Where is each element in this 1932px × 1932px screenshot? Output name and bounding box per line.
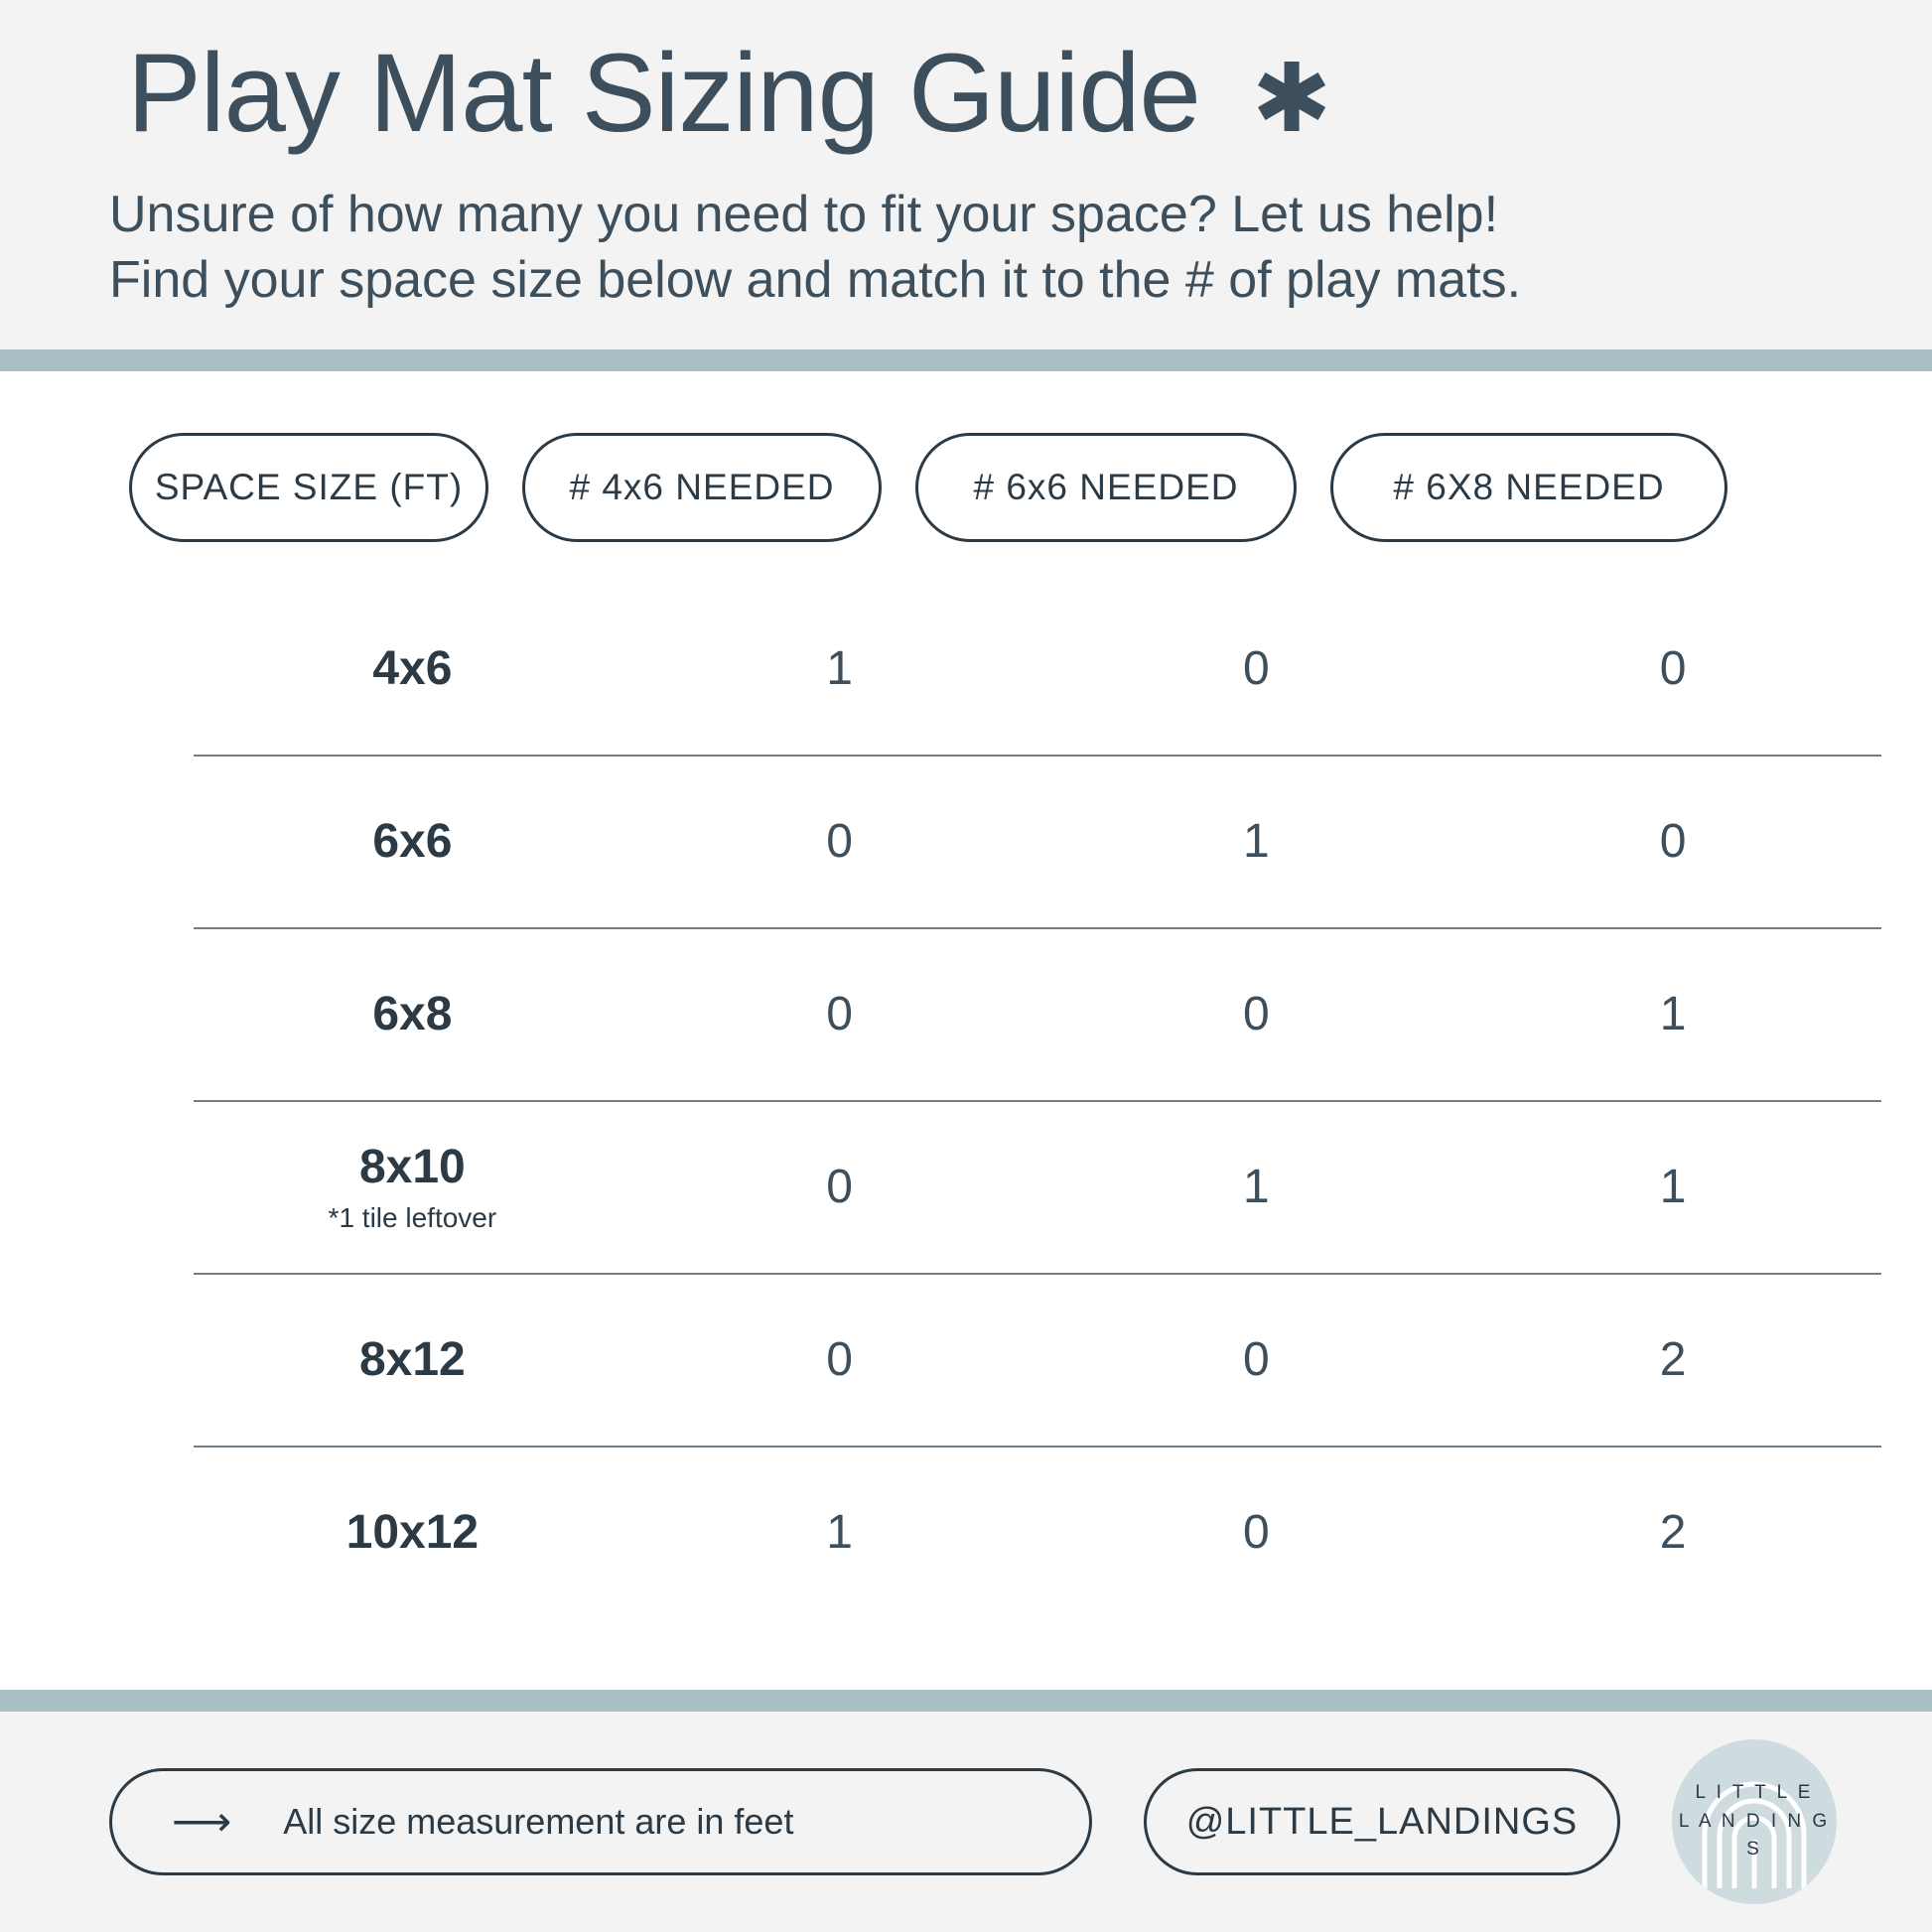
cell-4x6: 1	[826, 1506, 853, 1560]
column-header-space-size: SPACE SIZE (FT)	[129, 433, 488, 542]
column-header-6x6: # 6x6 NEEDED	[915, 433, 1297, 542]
divider-bar-bottom	[0, 1690, 1932, 1712]
cell-6x6: 0	[1047, 584, 1464, 756]
cell-6x6: 0	[1243, 1506, 1270, 1560]
table-section	[0, 371, 1932, 1690]
logo-line-2: L A N D I N G S	[1678, 1810, 1831, 1861]
cell-6x6: 1	[1047, 756, 1464, 928]
cell-space-size	[194, 1274, 631, 1447]
page-title: Play Mat Sizing Guide	[127, 31, 1200, 155]
cell-space-size	[194, 1447, 631, 1618]
column-header-6x8: # 6X8 NEEDED	[1330, 433, 1727, 542]
cell-4x6: 1	[631, 584, 1048, 756]
cell-4x6: 0	[631, 1274, 1048, 1447]
cell-space-size	[194, 928, 631, 1101]
subtitle	[0, 182, 1932, 314]
table-row	[194, 1274, 1881, 1447]
cell-4x6: 0	[631, 1101, 1048, 1274]
arrow-right-icon: ⟶	[172, 1798, 232, 1845]
table-row	[194, 584, 1881, 756]
measurement-note-pill	[109, 1768, 1092, 1875]
space-size-value: 10x12	[345, 1506, 480, 1560]
table-row	[194, 928, 1881, 1101]
subtitle-line-1: Unsure of how many you need to fit your space? Let us help!	[109, 185, 1499, 243]
table-row	[194, 1101, 1881, 1274]
social-handle-text: @LITTLE_LANDINGS	[1185, 1800, 1579, 1843]
header-panel	[0, 0, 1932, 349]
social-handle-pill[interactable]	[1144, 1768, 1620, 1875]
cell-6x8: 0	[1464, 584, 1881, 756]
cell-6x8: 2	[1659, 1506, 1687, 1560]
footer-panel	[0, 1712, 1932, 1932]
brand-logo	[1672, 1739, 1837, 1904]
cell-6x8: 2	[1464, 1274, 1881, 1447]
subtitle-line-2: Find your space size below and match it to the # of play mats.	[109, 251, 1522, 310]
cell-space-size	[194, 584, 631, 756]
cell-4x6: 0	[631, 928, 1048, 1101]
space-size-value: 6x6	[372, 815, 453, 869]
asterisk-icon: ✱	[1251, 46, 1332, 153]
divider-bar-top	[0, 349, 1932, 371]
column-header-4x6: # 4x6 NEEDED	[522, 433, 882, 542]
row-note: *1 tile leftover	[328, 1202, 497, 1234]
sizing-table	[194, 584, 1881, 1618]
cell-6x6: 1	[1047, 1101, 1464, 1274]
space-size-value: 8x10	[358, 1141, 466, 1194]
cell-space-size	[194, 1101, 631, 1274]
logo-line-1: L I T T L E	[1695, 1782, 1814, 1804]
logo-text	[1672, 1779, 1837, 1864]
column-headers	[0, 433, 1932, 542]
cell-6x6: 0	[1047, 928, 1464, 1101]
space-size-value: 4x6	[372, 642, 453, 696]
title-row	[0, 30, 1932, 158]
cell-6x6: 0	[1047, 1274, 1464, 1447]
cell-space-size	[194, 756, 631, 928]
table-row	[194, 756, 1881, 928]
cell-6x8: 1	[1464, 928, 1881, 1101]
cell-6x8: 1	[1464, 1101, 1881, 1274]
cell-4x6: 0	[631, 756, 1048, 928]
table-row	[194, 1447, 1881, 1618]
cell-6x8: 0	[1464, 756, 1881, 928]
measurement-note-text: All size measurement are in feet	[283, 1801, 794, 1842]
space-size-value: 6x8	[372, 988, 453, 1041]
space-size-value: 8x12	[358, 1333, 466, 1387]
